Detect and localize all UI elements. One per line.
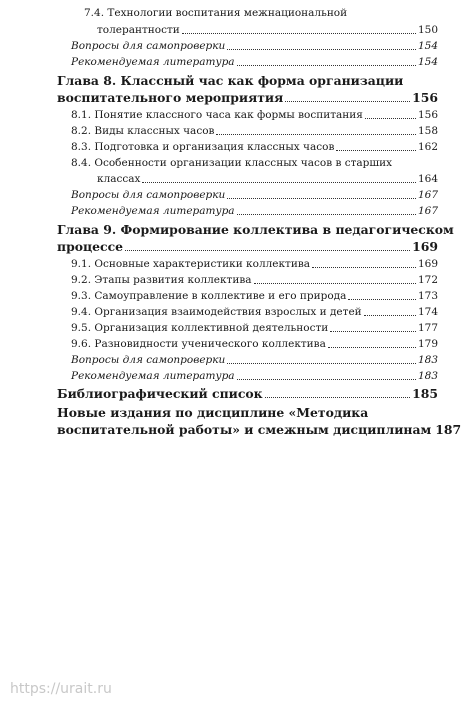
- toc-entry[interactable]: [71, 289, 438, 303]
- dot-leader: [285, 100, 410, 102]
- toc-page-number: 167: [417, 189, 438, 201]
- toc-page-number: 183: [417, 370, 438, 382]
- toc-page-number: 158: [417, 125, 438, 137]
- toc-page-number: 169: [412, 239, 438, 254]
- toc-entry: [71, 156, 392, 170]
- dot-leader: [237, 213, 416, 215]
- toc-page-number: 167: [417, 205, 438, 217]
- dot-leader: [237, 378, 416, 380]
- toc-page-number: 177: [417, 322, 438, 334]
- toc-entry-title: Вопросы для самопроверки: [71, 354, 226, 366]
- toc-page-number: 185: [412, 386, 438, 401]
- toc-entry-title: Вопросы для самопроверки: [71, 189, 226, 201]
- toc-entry-title: 8.4. Особенности организации классных часов в старших: [71, 157, 393, 169]
- toc-entry[interactable]: [71, 321, 438, 335]
- toc-entry-title: 9.6. Разновидности ученического коллектива: [71, 338, 326, 350]
- toc-page-number: 156: [417, 109, 438, 121]
- toc-page-number: 154: [417, 56, 438, 68]
- dot-leader: [237, 64, 416, 66]
- dot-leader: [365, 117, 416, 119]
- toc-page-number: 169: [417, 258, 438, 270]
- toc-entry-title: 8.3. Подготовка и организация классных часов: [71, 141, 335, 153]
- toc-entry-title: Рекомендуемая литература: [71, 370, 235, 382]
- toc-entry[interactable]: [71, 124, 438, 138]
- toc-entry-title: Рекомендуемая литература: [71, 56, 235, 68]
- toc-page-number: 174: [417, 306, 438, 318]
- toc-entry-title: 9.3. Самоуправление в коллективе и его природа: [71, 290, 347, 302]
- toc-entry-title: Рекомендуемая литература: [71, 205, 235, 217]
- toc-entry[interactable]: [71, 140, 438, 154]
- toc-entry-title: 9.1. Основные характеристики коллектива: [71, 258, 311, 270]
- toc-entry-title: Глава 8. Классный час как форма организации: [57, 73, 404, 88]
- toc-page-number: 187: [435, 422, 461, 437]
- toc-page-number: 179: [417, 338, 438, 350]
- toc-page-number: 150: [417, 24, 438, 36]
- dot-leader: [330, 330, 416, 332]
- toc-entry[interactable]: [71, 337, 438, 351]
- toc-entry[interactable]: [71, 108, 438, 122]
- toc-entry-title: классах: [97, 173, 141, 185]
- dot-leader: [328, 346, 416, 348]
- dot-leader: [336, 149, 416, 151]
- toc-page-number: 156: [412, 90, 438, 105]
- toc-page-number: 173: [417, 290, 438, 302]
- toc-entry[interactable]: [71, 305, 438, 319]
- dot-leader: [265, 396, 411, 398]
- toc-page-number: 172: [417, 274, 438, 286]
- dot-leader: [312, 266, 416, 268]
- toc-entry[interactable]: [71, 257, 438, 271]
- toc-entry[interactable]: [71, 369, 438, 383]
- toc-page-number: 162: [417, 141, 438, 153]
- dot-leader: [254, 282, 416, 284]
- toc-entry[interactable]: [97, 172, 438, 186]
- toc-page-number: 183: [417, 354, 438, 366]
- chapter-heading: [57, 406, 368, 420]
- dot-leader: [182, 32, 416, 34]
- new-editions-entry[interactable]: [57, 422, 461, 437]
- dot-leader: [227, 362, 416, 364]
- toc-entry: [84, 6, 347, 20]
- toc-entry[interactable]: [71, 39, 438, 53]
- toc-page-number: 164: [417, 173, 438, 185]
- toc-entry-title: 8.1. Понятие классного часа как формы воспитания: [71, 109, 363, 121]
- toc-entry-title: толерантности: [97, 24, 180, 36]
- chapter-entry[interactable]: [57, 240, 438, 254]
- toc-entry-title: Библиографический список: [57, 386, 263, 401]
- toc-entry-title: 9.4. Организация взаимодействия взрослых и детей: [71, 306, 362, 318]
- toc-entry[interactable]: [71, 204, 438, 218]
- toc-entry-title: Глава 9. Формирование коллектива в педагогическом: [57, 222, 454, 237]
- toc-entry[interactable]: [71, 273, 438, 287]
- toc-entry-title: 7.4. Технологии воспитания межнациональной: [84, 7, 348, 19]
- toc-entry-title: 9.2. Этапы развития коллектива: [71, 274, 252, 286]
- chapter-entry[interactable]: [57, 91, 438, 105]
- watermark-url: https://urait.ru: [10, 681, 112, 697]
- toc-entry-title: процессе: [57, 239, 124, 254]
- toc-entry[interactable]: [71, 55, 438, 69]
- dot-leader: [227, 48, 416, 50]
- toc-entry-title: Новые издания по дисциплине «Методика: [57, 405, 369, 420]
- dot-leader: [364, 314, 416, 316]
- toc-entry-title: воспитательного мероприятия: [57, 90, 284, 105]
- dot-leader: [348, 298, 416, 300]
- toc-entry[interactable]: [97, 23, 438, 37]
- toc-entry-title: 9.5. Организация коллективной деятельности: [71, 322, 329, 334]
- dot-leader: [142, 181, 416, 183]
- chapter-heading: [57, 223, 454, 237]
- dot-leader: [216, 133, 416, 135]
- toc-entry-title: 8.2. Виды классных часов: [71, 125, 215, 137]
- toc-entry-title: воспитательной работы» и смежным дисциплинам: [57, 422, 432, 437]
- toc-entry[interactable]: [71, 353, 438, 367]
- dot-leader: [125, 249, 410, 251]
- toc-entry[interactable]: [71, 188, 438, 202]
- chapter-heading: [57, 74, 403, 88]
- dot-leader: [227, 197, 416, 199]
- toc-entry-title: Вопросы для самопроверки: [71, 40, 226, 52]
- toc-page-number: 154: [417, 40, 438, 52]
- bibliography-entry[interactable]: [57, 387, 438, 401]
